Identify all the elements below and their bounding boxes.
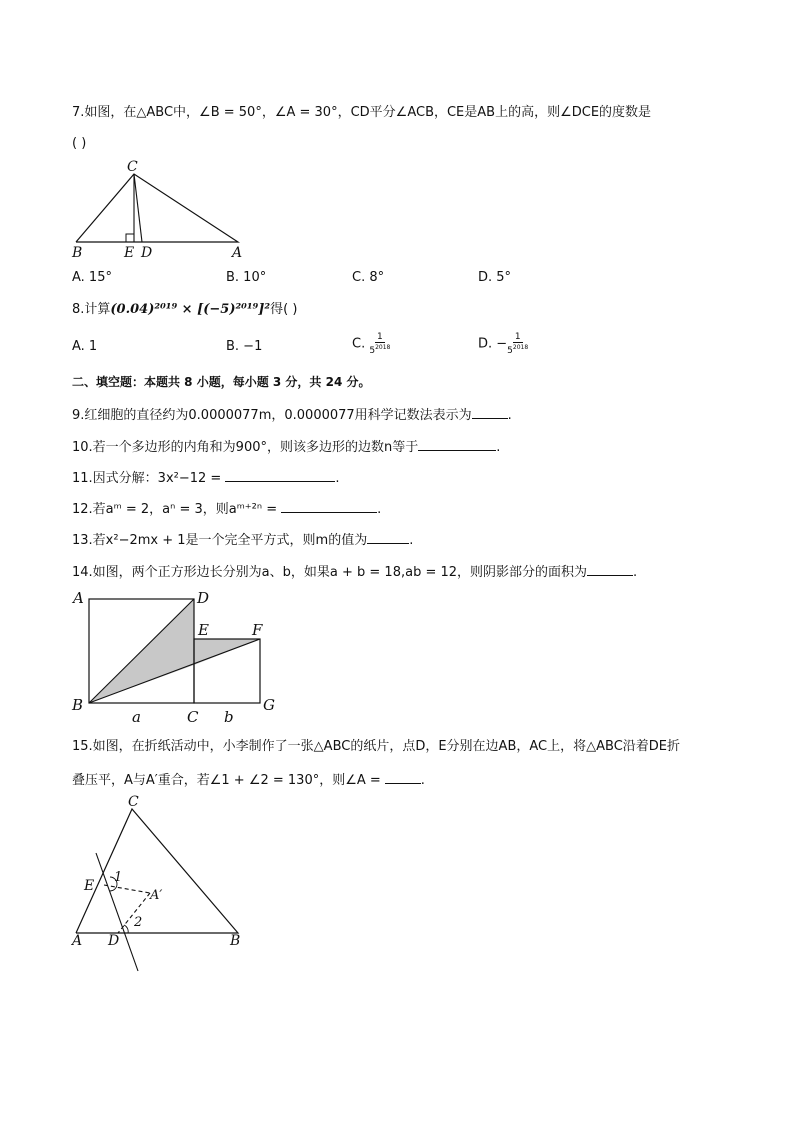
q12-period: . <box>377 502 382 517</box>
q14-label-d: D <box>197 589 210 607</box>
fraction-numerator: 1 <box>376 332 383 342</box>
q14-label-b-vertex: B <box>72 696 84 714</box>
q14-label-b-side: b <box>224 708 234 726</box>
q8-option-d <box>478 332 528 356</box>
q8-stem-suffix: 得( ) <box>270 302 298 317</box>
q7-label-b: B <box>72 245 83 261</box>
q9-period: . <box>507 408 512 423</box>
q14-text: 14.如图，两个正方形边长分别为a、b，如果a + b = 18,ab = 12，则阴影部分的面积为 <box>72 565 588 580</box>
q7-label-c: C <box>127 159 138 175</box>
q9-line <box>72 404 512 425</box>
q13-period: . <box>409 533 414 548</box>
q12-answer-blank[interactable] <box>281 498 377 513</box>
q15-figure <box>66 795 256 977</box>
q15-label-d: D <box>108 933 120 949</box>
q15-line-2 <box>72 769 425 790</box>
q9-answer-blank[interactable] <box>472 404 508 419</box>
q15-text: 叠压平，A与A′重合，若∠1 + ∠2 = 130°，则∠A = <box>72 773 381 788</box>
q14-label-a-side: a <box>132 708 141 726</box>
q10-text: 10.若一个多边形的内角和为900°，则该多边形的边数n等于 <box>72 440 419 455</box>
q10-answer-blank[interactable] <box>418 436 496 451</box>
q15-period: . <box>420 773 425 788</box>
section-2-heading: 二、填空题：本题共 8 小题，每小题 3 分，共 24 分。 <box>72 375 371 389</box>
q15-label-a: A <box>72 933 83 949</box>
q14-figure <box>66 585 286 727</box>
q14-answer-blank[interactable] <box>587 561 633 576</box>
q14-label-e: E <box>198 621 209 639</box>
q11-line <box>72 467 339 488</box>
q7-figure <box>66 158 256 262</box>
q11-period: . <box>335 471 340 486</box>
q13-line <box>72 529 413 550</box>
q7-stem: 7.如图，在△ABC中，∠B = 50°，∠A = 30°，CD平分∠ACB，CE是AB上的高，则∠DCE的度数是 <box>72 105 652 120</box>
q15-label-2: 2 <box>134 915 143 930</box>
q12-text: 12.若aᵐ = 2，aⁿ = 3，则aᵐ⁺²ⁿ = <box>72 502 278 517</box>
q7-option-c: C. 8° <box>352 270 385 285</box>
q15-label-1: 1 <box>114 870 123 885</box>
q14-label-g: G <box>263 696 275 714</box>
q7-paren: ( ) <box>72 136 87 151</box>
fraction-numerator: 1 <box>514 332 521 342</box>
q7-option-d: D. 5° <box>478 270 512 285</box>
q8-expression: (0.04)²⁰¹⁹ × [(−5)²⁰¹⁹]² <box>110 302 271 317</box>
q7-option-a: A. 15° <box>72 270 112 285</box>
denominator-exponent: 2018 <box>512 344 529 351</box>
q10-line <box>72 436 500 457</box>
denominator-exponent: 2018 <box>375 344 391 351</box>
q13-answer-blank[interactable] <box>367 529 409 544</box>
q11-answer-blank[interactable] <box>225 467 335 482</box>
q8-option-c <box>352 332 390 356</box>
denominator-base: 5 <box>507 346 513 356</box>
q15-label-a-prime: A′ <box>150 888 163 903</box>
q15-label-c: C <box>128 795 139 810</box>
q14-label-f: F <box>252 621 263 639</box>
q8-option-c-fraction <box>369 332 390 356</box>
q8-option-b: B. −1 <box>226 339 263 354</box>
q7-label-e: E <box>124 245 135 261</box>
q8-stem-prefix: 8.计算 <box>72 302 111 317</box>
q7-label-d: D <box>141 245 153 261</box>
q8-option-d-fraction <box>507 332 528 356</box>
q14-label-a-vertex: A <box>73 589 84 607</box>
q8-option-a: A. 1 <box>72 339 98 354</box>
q13-text: 13.若x²−2mx + 1是一个完全平方式，则m的值为 <box>72 533 368 548</box>
fraction-denominator <box>369 343 390 356</box>
q14-line <box>72 561 637 582</box>
q12-line <box>72 498 381 519</box>
fraction-denominator <box>507 343 528 356</box>
q14-label-c: C <box>187 708 199 726</box>
q10-period: . <box>496 440 501 455</box>
q11-text: 11.因式分解：3x²−12 = <box>72 471 222 486</box>
q15-answer-blank[interactable] <box>385 769 421 784</box>
q15-line-1: 15.如图，在折纸活动中，小李制作了一张△ABC的纸片，点D，E分别在边AB，AC上，将△ABC沿着DE折 <box>72 739 680 754</box>
q14-period: . <box>633 565 638 580</box>
q8-option-c-prefix: C. <box>352 336 370 352</box>
q7-label-a: A <box>232 245 243 261</box>
q9-text: 9.红细胞的直径约为0.0000077m，0.0000077用科学记数法表示为 <box>72 408 472 423</box>
q15-label-b: B <box>230 933 241 949</box>
q8-stem <box>72 301 297 319</box>
q7-option-b: B. 10° <box>226 270 267 285</box>
denominator-base: 5 <box>369 346 376 356</box>
q8-option-d-prefix: D. − <box>478 336 508 352</box>
q15-label-e: E <box>84 878 95 894</box>
